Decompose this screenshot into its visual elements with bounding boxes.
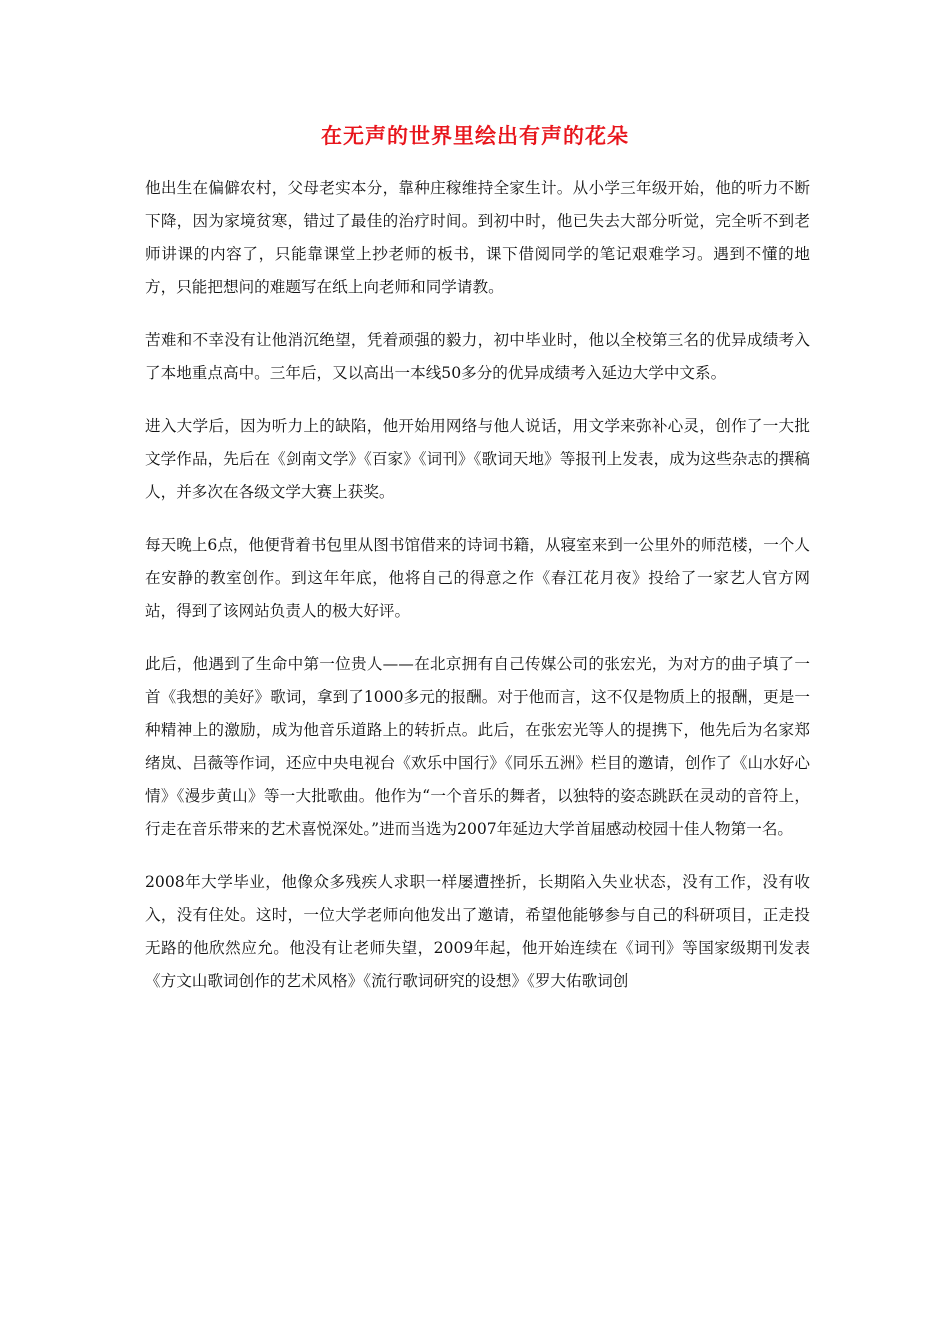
paragraph-1: 他出生在偏僻农村，父母老实本分，靠种庄稼维持全家生计。从小学三年级开始，他的听力不断下降，因为家境贫寒，错过了最佳的治疗时间。到初中时，他已失去大部分听觉，完全听不到老师讲课的内容了，只能靠课堂上抄老师的板书，课下借阅同学的笔记艰难学习。遇到不懂的地方，只能把想问的难题写在纸上向老师和同学请教。: [145, 179, 810, 296]
paragraph-2: 苦难和不幸没有让他消沉绝望，凭着顽强的毅力，初中毕业时，他以全校第三名的优异成绩考入了本地重点高中。三年后，又以高出一本线50多分的优异成绩考入延边大学中文系。: [145, 331, 810, 382]
paragraph-3: 进入大学后，因为听力上的缺陷，他开始用网络与他人说话，用文学来弥补心灵，创作了一大批文学作品，先后在《剑南文学》《百家》《词刊》《歌词天地》等报刊上发表，成为这些杂志的撰稿人，并多次在各级文学大赛上获奖。: [145, 417, 810, 501]
page-title: 在无声的世界里绘出有声的花朵: [321, 123, 629, 148]
paragraph-6: 2008年大学毕业，他像众多残疾人求职一样屡遭挫折，长期陷入失业状态，没有工作，没有收入，没有住处。这时，一位大学老师向他发出了邀请，希望他能够参与自己的科研项目，正走投无路的他欣然应允。他没有让老师失望，2009年起，他开始连续在《词刊》等国家级期刊发表《方文山歌词创作的艺术风格》《流行歌词研究的设想》《罗大佑歌词创: [145, 873, 810, 990]
article-body: [145, 172, 810, 1018]
paragraph-5: 此后，他遇到了生命中第一位贵人——在北京拥有自己传媒公司的张宏光，为对方的曲子填了一首《我想的美好》歌词，拿到了1000多元的报酬。对于他而言，这不仅是物质上的报酬，更是一种精神上的激励，成为他音乐道路上的转折点。此后，在张宏光等人的提携下，他先后为名家郑绪岚、吕薇等作词，还应中央电视台《欢乐中国行》《同乐五洲》栏目的邀请，创作了《山水好心情》《漫步黄山》等一大批歌曲。他作为“一个音乐的舞者，以独特的姿态跳跃在灵动的音符上，行走在音乐带来的艺术喜悦深处。”进而当选为2007年延边大学首届感动校园十佳人物第一名。: [145, 655, 810, 838]
paragraph-4: 每天晚上6点，他便背着书包里从图书馆借来的诗词书籍，从寝室来到一公里外的师范楼，一个人在安静的教室创作。到这年年底，他将自己的得意之作《春江花月夜》投给了一家艺人官方网站，得到了该网站负责人的极大好评。: [145, 536, 810, 620]
